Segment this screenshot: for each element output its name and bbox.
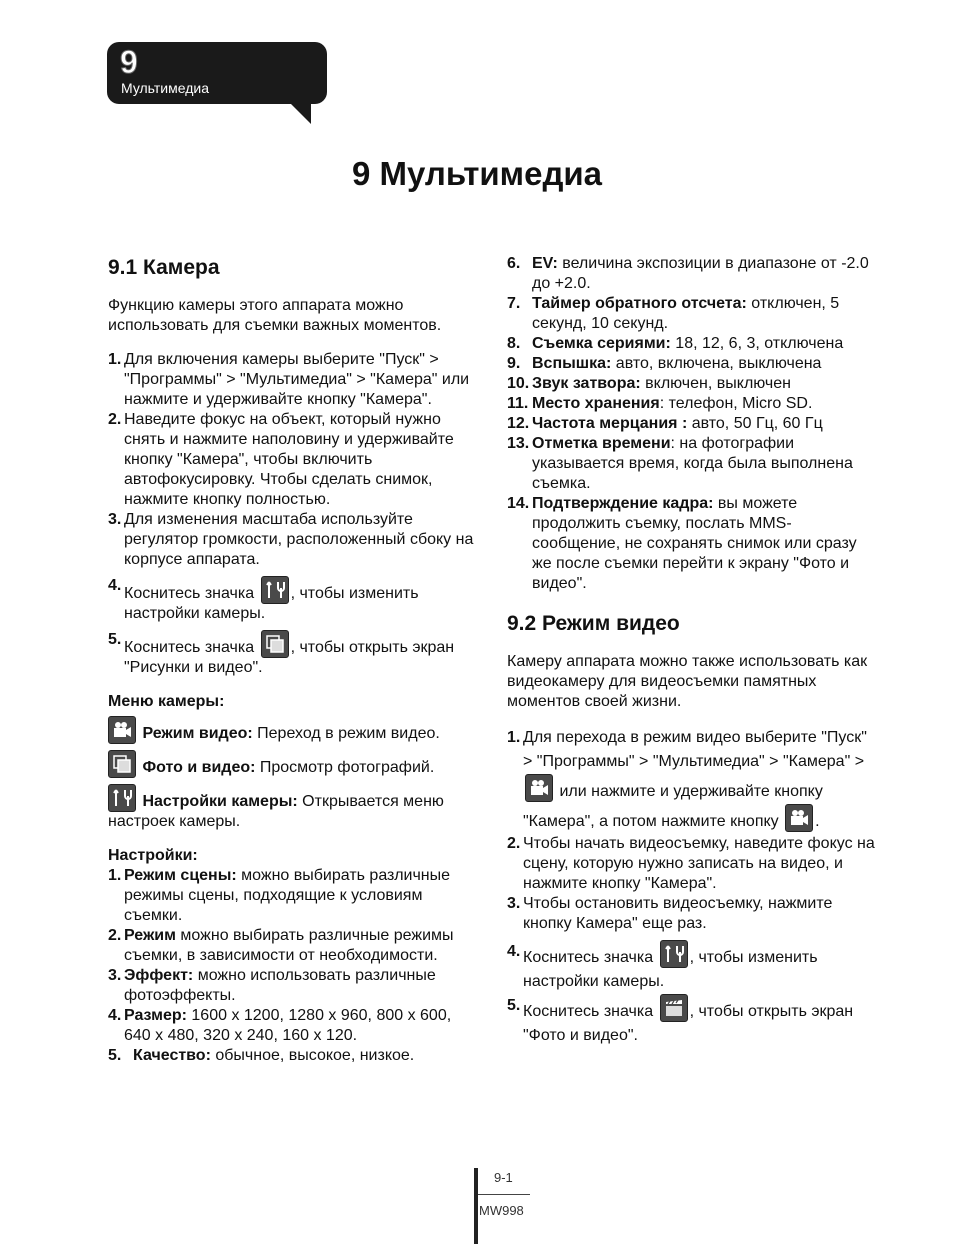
list-item: 5. Коснитесь значка , чтобы открыть экран "Рисунки и видео". — [108, 631, 455, 676]
list-item: 11. Место хранения: телефон, Micro SD. — [507, 395, 813, 412]
video-intro: Камеру аппарата можно также использовать как видеокамеру для видеосъемки памятных моментов своей жизни. — [507, 653, 868, 710]
chapter-label: Мультимедиа — [121, 80, 209, 96]
settings-icon — [660, 940, 688, 968]
list-item: 9. Вспышка: авто, включена, выключена — [507, 355, 822, 372]
list-item: 1. Для перехода в режим видео выберите "Пуск" > "Программы" > "Мультимедиа" > "Камера" > или нажмите и удерживайте кнопку "Камера", а потом нажмите кнопку . — [507, 729, 867, 830]
video-camera-icon — [525, 774, 553, 802]
clapper-icon — [660, 994, 688, 1022]
list-item: 3. Для изменения масштаба используйте регулятор громкости, расположенный сбоку на корпусе аппарата. — [108, 511, 474, 568]
list-item: 3. Чтобы остановить видеосъемку, нажмите кнопку Камера" еще раз. — [507, 895, 833, 932]
video-camera-icon — [785, 804, 813, 832]
chapter-number: 9 — [120, 44, 138, 80]
list-item: 14. Подтверждение кадра: вы можете продолжить съемку, послать MMS-сообщение, не сохранять снимок или сразу же после съемки перейти к экрану "Фото и видео". — [507, 495, 857, 592]
page-title: 9 Мультимедиа — [351, 155, 603, 192]
list-item: 12. Частота мерцания : авто, 50 Гц, 60 Гц — [507, 415, 823, 432]
list-item: 4. Коснитесь значка , чтобы изменить настройки камеры. — [507, 940, 877, 994]
right-column — [507, 254, 877, 1048]
gallery-icon — [108, 750, 136, 778]
video-camera-icon — [108, 716, 136, 744]
settings-heading: Настройки: — [108, 847, 198, 864]
list-item: 2. Наведите фокус на объект, который нужно снять и нажмите наполовину и удерживайте кнопку "Камера", чтобы включить автофокусировку. Чтобы сделать снимок, нажмите кнопку полностью. — [108, 411, 454, 508]
model-name: MW998 — [479, 1203, 524, 1218]
list-item: 2. Режим можно выбирать различные режимы съемки, в зависимости от необходимости. — [108, 927, 454, 964]
list-item: 5. Качество: обычное, высокое, низкое. — [108, 1047, 415, 1064]
list-item: 10. Звук затвора: включен, выключен — [507, 375, 791, 392]
list-item: 1. Для включения камеры выберите "Пуск" > "Программы" > "Мультимедиа" > "Камера" или нажмите и удерживайте кнопку "Камера". — [108, 351, 470, 408]
left-column — [108, 254, 478, 1066]
menu-item: Настройки камеры: Открывается меню настроек камеры. — [108, 784, 478, 832]
list-item: 1. Режим сцены: можно выбирать различные режимы сцены, подходящие к условиям съемки. — [108, 867, 451, 924]
list-item: 4. Коснитесь значка , чтобы изменить настройки камеры. — [108, 577, 419, 622]
section-heading-camera: 9.1 Камера — [108, 256, 220, 279]
camera-intro: Функцию камеры этого аппарата можно использовать для съемки важных моментов. — [108, 297, 442, 334]
list-item: 13. Отметка времени: на фотографии указывается время, когда была выполнена съемка. — [507, 435, 853, 492]
list-item: 5. Коснитесь значка , чтобы открыть экран "Фото и видео". — [507, 994, 877, 1048]
page-number: 9-1 — [494, 1170, 513, 1185]
list-item: 6. EV: величина экспозиции в диапазоне от -2.0 до +2.0. — [507, 255, 869, 292]
list-item: 2. Чтобы начать видеосъемку, наведите фокус на сцену, которую нужно записать на видео, и нажмите кнопку "Камера". — [507, 835, 875, 892]
footer-bar — [474, 1168, 478, 1244]
menu-item: Режим видео: Переход в режим видео. — [108, 716, 478, 744]
menu-item: Фото и видео: Просмотр фотографий. — [108, 750, 478, 778]
list-item: 3. Эффект: можно использовать различные фотоэффекты. — [108, 967, 436, 1004]
list-item: 7. Таймер обратного отсчета: отключен, 5 секунд, 10 секунд. — [507, 295, 840, 332]
section-heading-video: 9.2 Режим видео — [507, 612, 680, 635]
gallery-icon — [261, 630, 289, 658]
list-item: 4. Размер: 1600 x 1200, 1280 x 960, 800 x 600, 640 x 480, 320 x 240, 160 x 120. — [108, 1007, 452, 1044]
settings-icon — [261, 576, 289, 604]
settings-icon — [108, 784, 136, 812]
list-item: 8. Съемка сериями: 18, 12, 6, 3, отключена — [507, 335, 844, 352]
footer-divider — [478, 1194, 530, 1195]
menu-heading: Меню камеры: — [108, 693, 225, 710]
chapter-tab-tail — [283, 96, 311, 124]
